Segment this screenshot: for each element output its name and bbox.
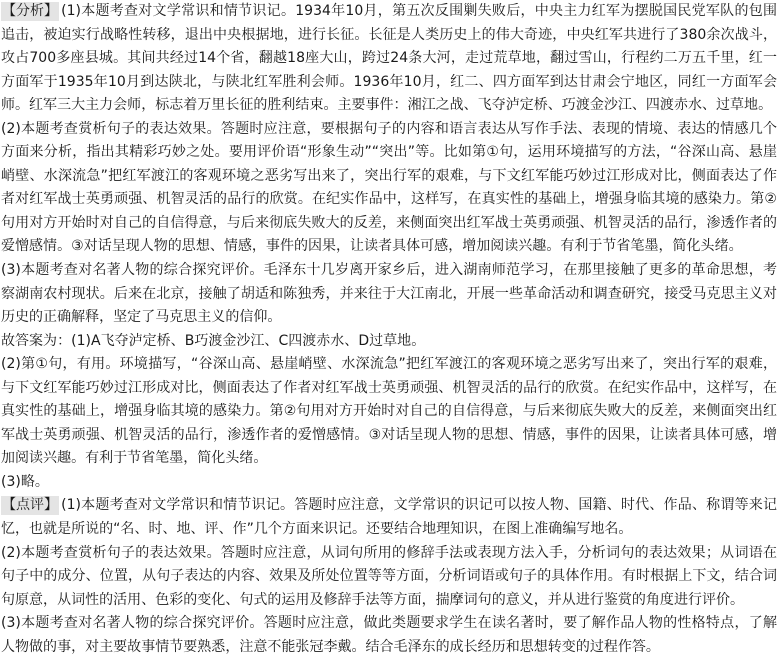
analysis-paragraph-3: (3)本题考查对名著人物的综合探究评价。毛泽东十几岁离开家乡后，进入湖南师范学习，在那里接触了更多的革命思想，考察湖南农村现状。后来在北京，接触了胡适和陈独秀，并来往于大江南北，开展一些革命活动和调查研究，接受马克思主义对历史的正确解释，坚定了马克思主义的信仰。 — [1, 262, 777, 326]
analysis-paragraph-1 — [1, 0, 777, 118]
comment-paragraph-1 — [1, 494, 777, 541]
comment-text-1: (1)本题考查对文学常识和情节识记。答题时应注意，文学常识的识记可以按人物、国籍、时代、作品、称谓等来记忆，也就是所说的“名、时、地、评、作”几个方面来识记。还要结合地理知识，在图上准确编写地名。 — [1, 497, 777, 538]
solution-document — [1, 0, 777, 659]
comment-tag: 【点评】 — [2, 497, 59, 514]
analysis-tag: 【分析】 — [2, 3, 59, 19]
comment-paragraph-2: (2)本题考查赏析句子的表达效果。答题时应注意，从词句所用的修辞手法或表现方法入手，分析词句的表达效果；从词语在句子中的成分、位置，从句子表达的内容、效果及所处位置等等方面，分析词语或句子的具体作用。有时根据上下文，结合词句原意，从词性的活用、色彩的变化、句式的运用及修辞手法等方面，揣摩词句的意义，并从进行鉴赏的角度进行评价。 — [1, 544, 777, 608]
answer-paragraph-2: (2)第①句，有用。环境描写，“谷深山高、悬崖峭壁、水深流急”把红军渡江的客观环境之恶劣写出来了，突出行军的艰难，与下文红军能巧妙过江形成对比，侧面表达了作者对红军战士英勇顽强、机智灵活的品行的欣赏。在纪实作品中，这样写，在真实性的基础上，增强身临其境的感染力。第②句用对方开始时对自己的自信得意，与后来彻底失败大的反差，来侧面突出红军战士英勇顽强、机智灵活的品行，渗透作者的爱憎感情。③对话呈现人物的思想、情感，事件的因果，让读者具体可感，增加阅读兴趣。有利于节省笔墨，简化头绪。 — [1, 356, 777, 467]
answer-line-1: 故答案为：(1)A飞夺泸定桥、B巧渡金沙江、C四渡赤水、D过草地。 — [1, 332, 426, 349]
comment-paragraph-3: (3)本题考查对名著人物的综合探究评价。答题时应注意，做此类题要求学生在读名著时，要了解作品人物的性格特点，了解人物做的事，对主要故事情节要熟悉，注意不能张冠李戴。结合毛泽东的成长经历和思想转变的过程作答。 — [1, 615, 777, 655]
analysis-paragraph-2: (2)本题考查赏析句子的表达效果。答题时应注意，要根据句子的内容和语言表达从写作手法、表现的情境、表达的情感几个方面来分析，指出其精彩巧妙之处。要用评价语“形象生动”“突出”等。比如第①句，运用环境描写的方法，“谷深山高、悬崖峭壁、水深流急”把红军渡江的客观环境之恶劣写出来了，突出行军的艰难，与下文红军能巧妙过江形成对比，侧面表达了作者对红军战士英勇顽强、机智灵活的品行的欣赏。在纪实作品中，这样写，在真实性的基础上，增强身临其境的感染力。第②句用对方开始时对自己的自信得意，与后来彻底失败大的反差，来侧面突出红军战士英勇顽强、机智灵活的品行，渗透作者的爱憎感情。③对话呈现人物的思想、情感，事件的因果，让读者具体可感，增加阅读兴趣。有利于节省笔墨，简化头绪。 — [1, 120, 777, 255]
analysis-text-1: (1)本题考查对文学常识和情节识记。1934年10月，第五次反围剿失败后，中央主力红军为摆脱国民党军队的包围追击，被迫实行战略性转移，退出中央根据地，进行长征。长征是人类历史上的伟大奇迹，中央红军共进行了380余次战斗，攻占700多座县城。其间共经过14个省，翻越18座大山，跨过24条大河，走过荒草地，翻过雪山，行程约二万五千里，红一方面军于1935年10月到达陕北，与陕北红军胜利会师。1936年10月，红二、四方面军到达甘肃会宁地区，同红一方面军会师。红军三大主力会师，标志着万里长征的胜利结束。主要事件：湘江之战、飞夺泸定桥、巧渡金沙江、四渡赤水、过草地。 — [1, 3, 777, 114]
answer-line-3: (3)略。 — [1, 473, 49, 490]
